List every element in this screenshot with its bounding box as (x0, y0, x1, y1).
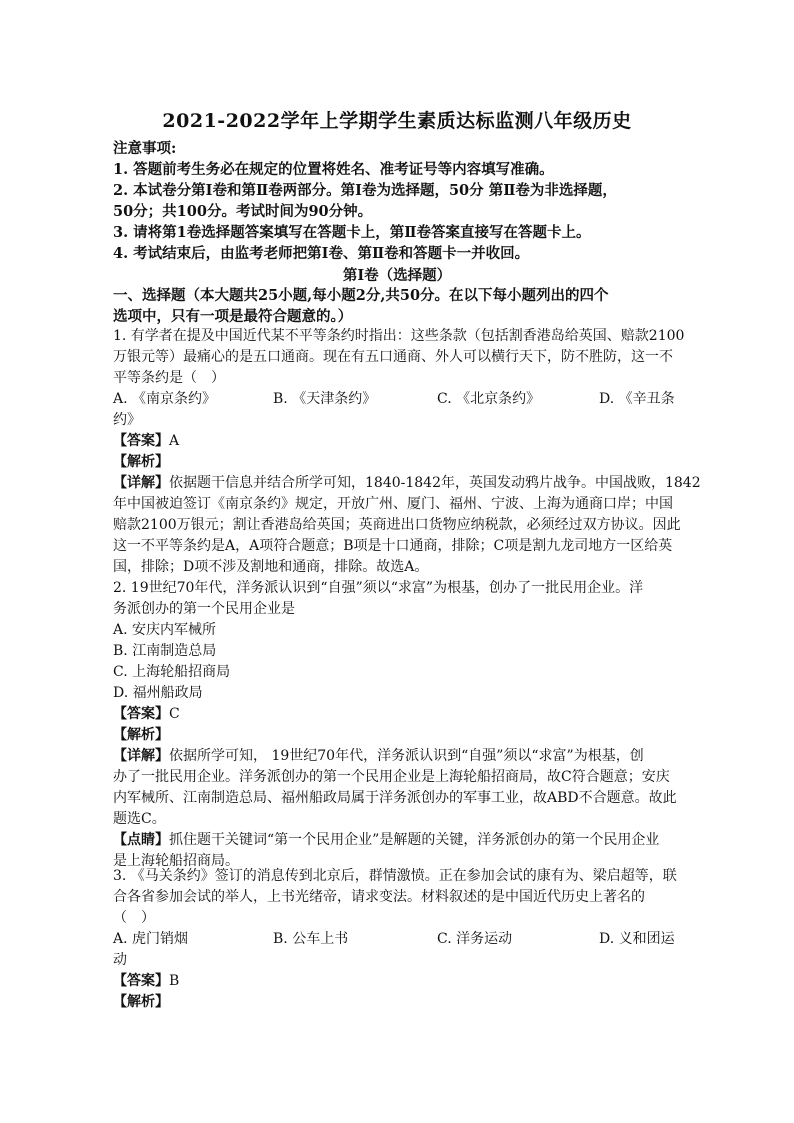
option-a: A. 《南京条约》 (113, 391, 217, 407)
analysis-tag: 【解析】 (113, 727, 169, 743)
options-row (113, 389, 683, 410)
question-stem-line: 平等条约是（ ） (113, 370, 225, 386)
options-row (113, 929, 683, 950)
option-b: B. 江南制造总局 (113, 643, 217, 659)
answer-value: B (169, 973, 180, 989)
detail-line (113, 473, 701, 494)
answer-tag: 【答案】 (113, 973, 169, 989)
tip-line (113, 830, 683, 851)
detail-line: 题选C。 (113, 811, 166, 827)
tip-line: 是上海轮船招商局。 (113, 853, 239, 869)
option-b: B. 公车上书 (273, 931, 349, 947)
detail-tag: 【详解】 (113, 475, 169, 491)
answer-line (113, 704, 683, 725)
notice-heading: 注意事项: (113, 140, 177, 157)
analysis-tag: 【解析】 (113, 454, 169, 470)
answer-tag: 【答案】 (113, 706, 169, 722)
option-a: A. 虎门销烟 (113, 931, 189, 947)
answer-value: A (169, 433, 180, 449)
notice-line: 4. 考试结束后，由监考老师把第Ⅰ卷、第Ⅱ卷和答题卡一并收回。 (113, 245, 530, 262)
option-c: C. 《北京条约》 (437, 391, 541, 407)
question-3 (113, 866, 683, 1013)
section-title: 第Ⅰ卷（选择题） (342, 267, 452, 284)
question-stem-line: 合各省参加会试的举人，上书光绪帝，请求变法。材料叙述的是中国近代历史上著名的 (113, 889, 645, 905)
detail-line: 赔款2100万银元；割让香港岛给英国；英商进出口货物应纳税款，必须经过双方协议。因此 (113, 517, 681, 533)
option-wrap: 约》 (113, 412, 141, 428)
part-intro-line: 选项中，只有一项是最符合题意的。） (113, 308, 353, 325)
answer-line (113, 431, 683, 452)
detail-line: 办了一批民用企业。洋务派创办的第一个民用企业是上海轮船招商局，故C符合题意；安庆 (113, 769, 670, 785)
answer-value: C (169, 706, 180, 722)
option-d: D. 《辛丑条 (599, 391, 675, 407)
question-stem-line: 务派创办的第一个民用企业是 (113, 601, 295, 617)
question-stem-line: 万银元等）最痛心的是五口通商。现在有五口通商、外人可以横行天下，防不胜防，这一不 (113, 349, 673, 365)
notice-line: 2. 本试卷分第Ⅰ卷和第Ⅱ卷两部分。第Ⅰ卷为选择题，50分 第Ⅱ卷为非选择题， (113, 182, 617, 199)
question-stem-line: 3. 《马关条约》签订的消息传到北京后，群情激愤。正在参加会试的康有为、梁启超等，联 (113, 868, 677, 884)
page-title: 2021-2022学年上学期学生素质达标监测八年级历史 (162, 110, 632, 132)
part-intro-line: 一、选择题（本大题共25小题,每小题2分,共50分。在以下每小题列出的四个 (113, 287, 609, 304)
detail-line: 年中国被迫签订《南京条约》规定，开放广州、厦门、福州、宁波、上海为通商口岸；中国 (113, 496, 673, 512)
option-a: A. 安庆内军械所 (113, 622, 217, 638)
detail-line: 国，排除；D项不涉及割地和通商，排除。故选A。 (113, 559, 429, 575)
notice-line: 3. 请将第1卷选择题答案填写在答题卡上，第Ⅱ卷答案直接写在答题卡上。 (113, 224, 591, 241)
question-1 (113, 326, 701, 578)
question-stem-line: 1. 有学者在提及中国近代某不平等条约时指出：这些条款（包括割香港岛给英国、赔款2100 (113, 328, 685, 344)
detail-text: 依据所学可知， 19世纪70年代，洋务派认识到“自强”须以“求富”为根基，创 (169, 748, 644, 764)
option-d: D. 福州船政局 (113, 685, 203, 701)
part-intro (113, 285, 683, 327)
detail-line (113, 746, 683, 767)
option-b: B. 《天津条约》 (273, 391, 377, 407)
option-wrap: 动 (113, 952, 127, 968)
detail-line: 这一不平等条约是A，A项符合题意；B项是十口通商，排除；C项是割九龙司地方一区给英 (113, 538, 673, 554)
detail-text: 依据题干信息并结合所学可知，1840-1842年，英国发动鸦片战争。中国战败，1842 (169, 475, 701, 491)
detail-line: 内军械所、江南制造总局、福州船政局属于洋务派创办的军事工业，故ABD不合题意。故此 (113, 790, 677, 806)
analysis-tag: 【解析】 (113, 994, 169, 1010)
detail-tag: 【详解】 (113, 748, 169, 764)
answer-line (113, 971, 683, 992)
tip-tag: 【点睛】 (113, 832, 169, 848)
answer-tag: 【答案】 (113, 433, 169, 449)
tip-text: 抓住题干关键词“第一个民用企业”是解题的关键，洋务派创办的第一个民用企业 (169, 832, 660, 848)
question-stem-line: 2. 19世纪70年代，洋务派认识到“自强”须以“求富”为根基，创办了一批民用企业。洋 (113, 580, 644, 596)
option-c: C. 洋务运动 (437, 931, 513, 947)
option-d: D. 义和团运 (599, 931, 675, 947)
option-c: C. 上海轮船招商局 (113, 664, 231, 680)
question-stem-line: （ ） (113, 910, 155, 926)
notice-line: 1. 答题前考生务必在规定的位置将姓名、准考证号等内容填写准确。 (113, 161, 554, 178)
question-2 (113, 578, 683, 872)
notice-line: 50分；共100分。考试时间为90分钟。 (113, 203, 373, 220)
notice-section (113, 138, 683, 264)
